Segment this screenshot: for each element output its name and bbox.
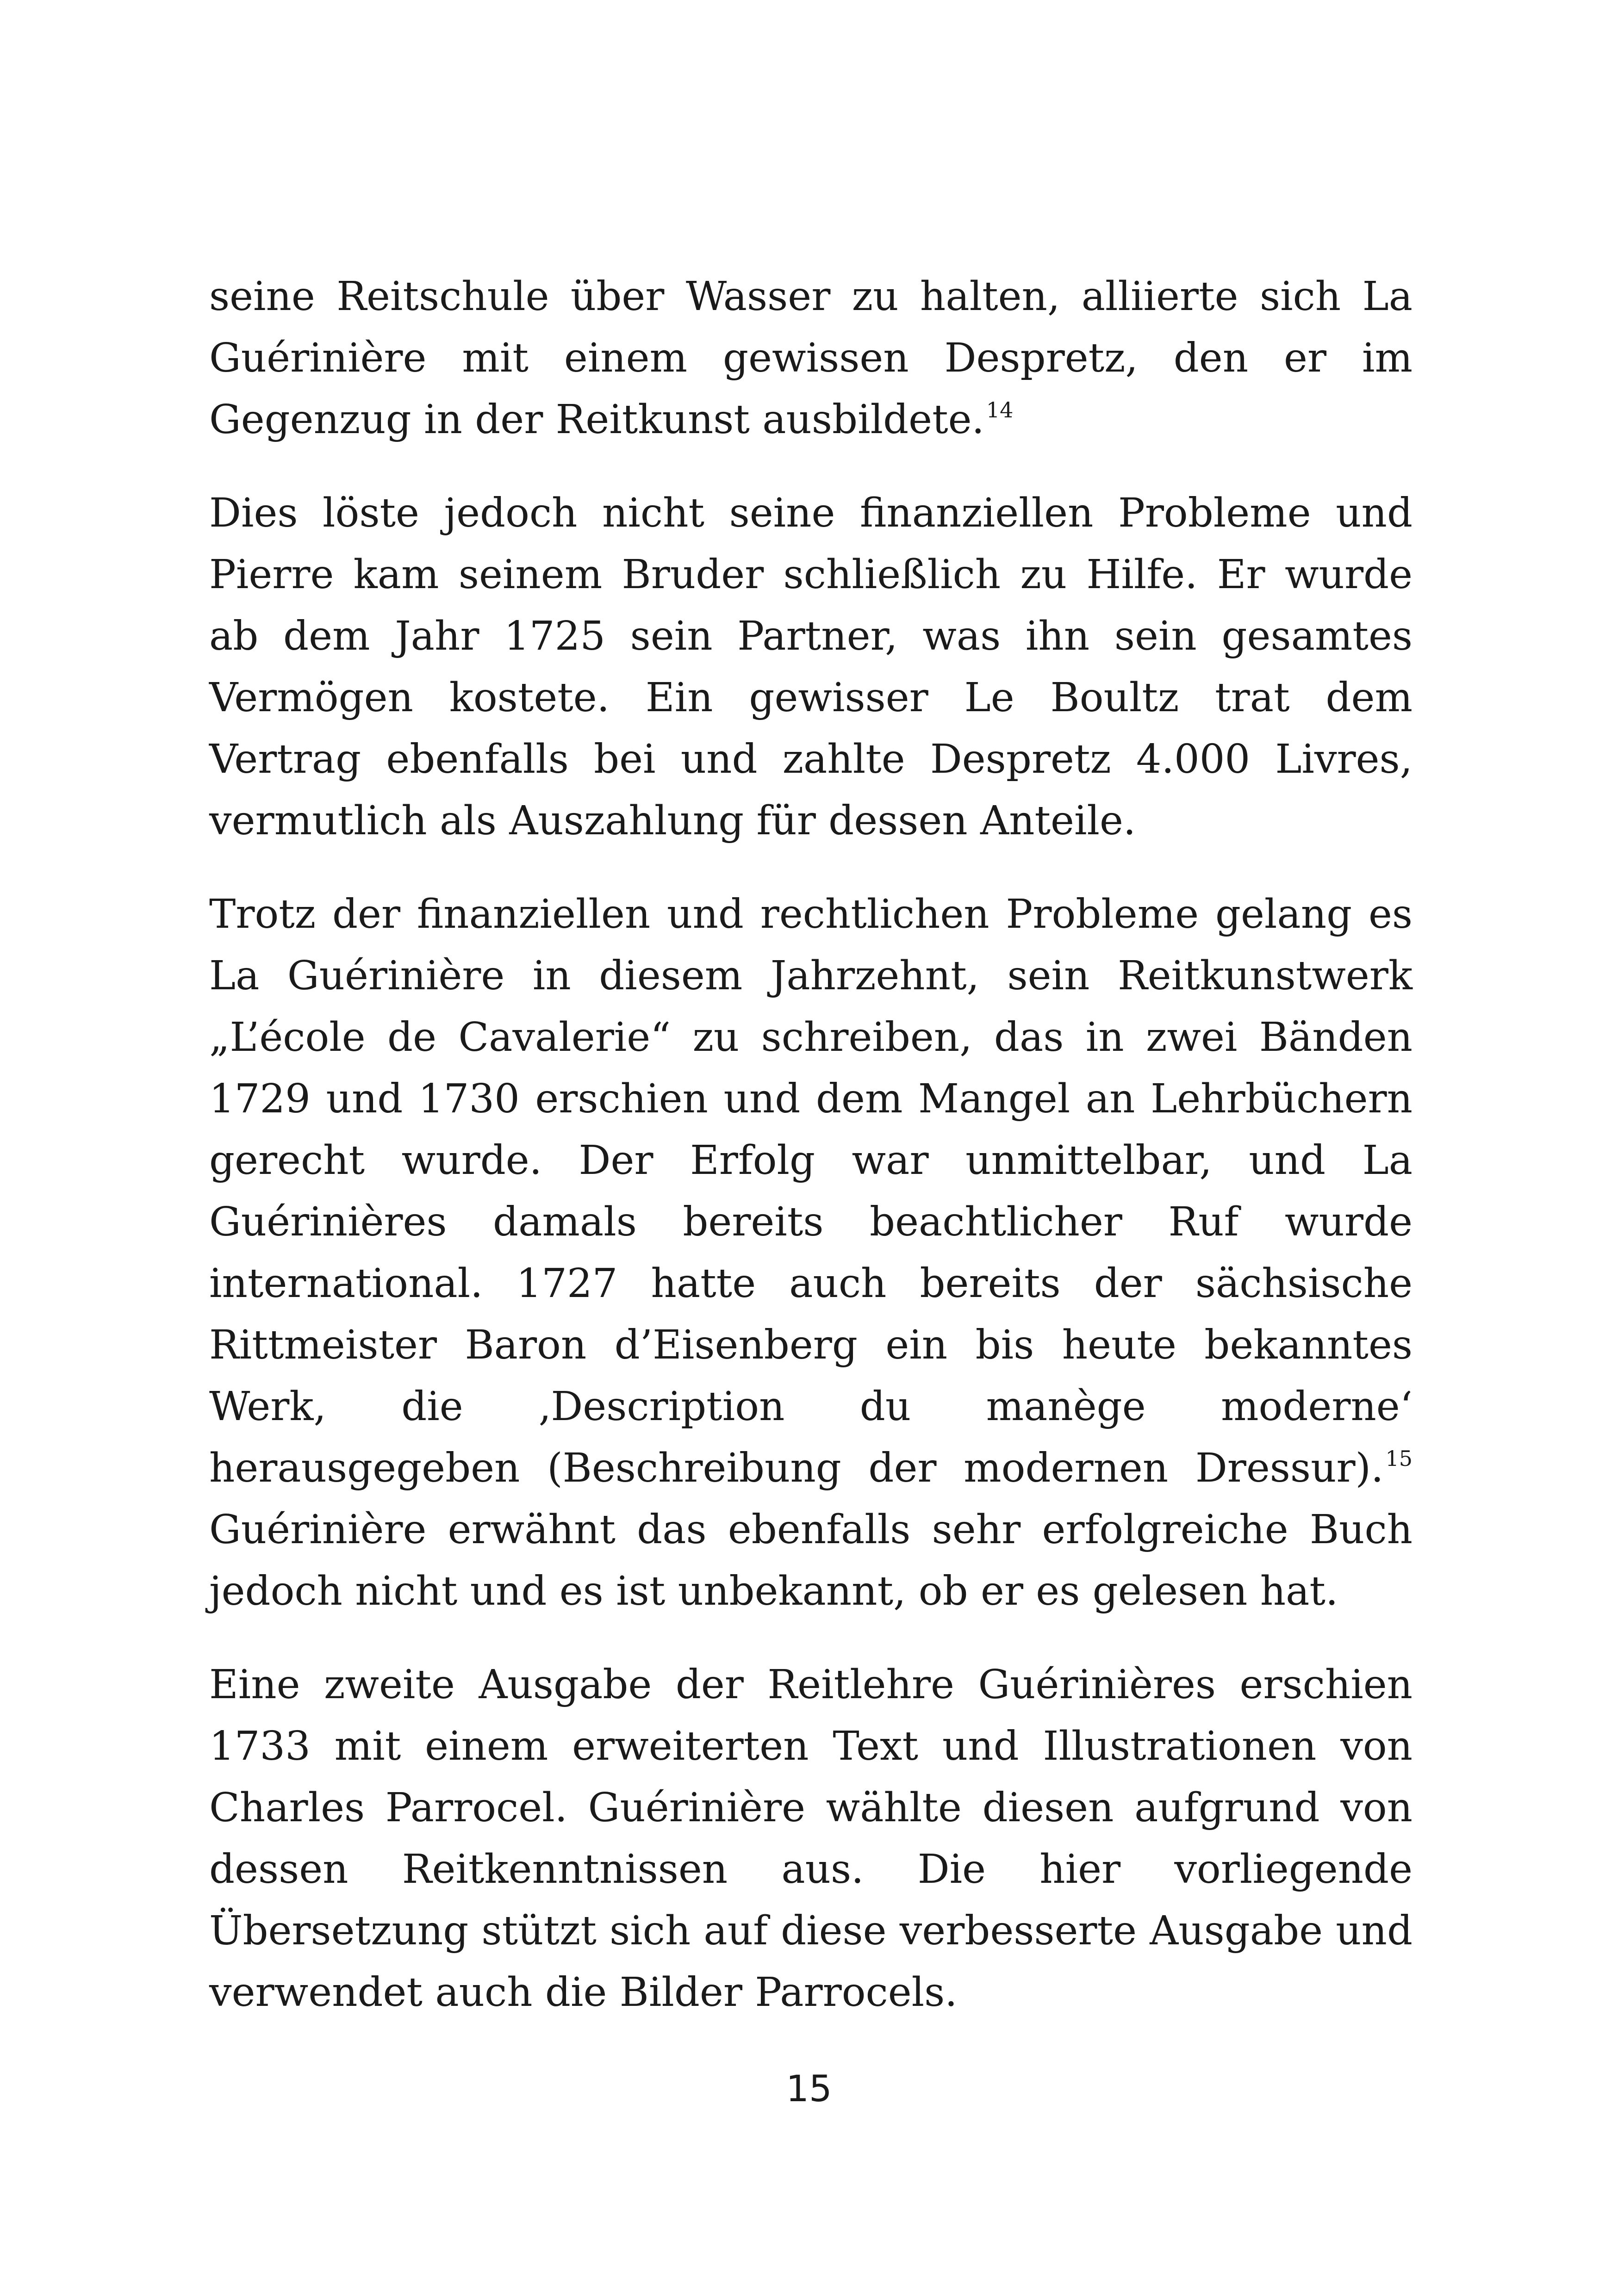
footnote-ref-14[interactable]: 14 bbox=[986, 397, 1014, 422]
footnote-ref-15[interactable]: 15 bbox=[1385, 1446, 1413, 1471]
paragraph-3 bbox=[209, 884, 1413, 1622]
page-number: 15 bbox=[786, 2068, 832, 2110]
paragraph-text: Trotz der finanziellen und rechtlichen Probleme gelang es La Guérinière in diesem Jahrzehnt, sein Reitkunstwerk „L’école de Cavalerie“ zu schreiben, das in zwei Bänden 1729 und 1730 erschien und dem Mangel an Lehrbüchern gerecht wurde. Der Erfolg war unmittelbar, und La Guérinières damals bereits beachtlicher Ruf wurde international. 1727 hatte auch bereits der sächsische Rittmeister Baron d’Eisenberg ein bis heute bekanntes Werk, die ‚Description du manège moderne‘ herausgegeben (Beschreibung der modernen Dressur). bbox=[209, 891, 1413, 1491]
paragraph-text: Dies löste jedoch nicht seine finanziellen Probleme und Pierre kam seinem Bruder schließlich zu Hilfe. Er wurde ab dem Jahr 1725 sein Partner, was ihn sein gesamtes Vermögen kostete. Ein gewisser Le Boultz trat dem Vertrag ebenfalls bei und zahlte Despretz 4.000 Livres, vermutlich als Auszahlung für dessen Anteile. bbox=[209, 490, 1413, 844]
body-text bbox=[209, 266, 1413, 2055]
paragraph-2 bbox=[209, 483, 1413, 852]
paragraph-4 bbox=[209, 1654, 1413, 2023]
paragraph-1 bbox=[209, 266, 1413, 451]
paragraph-text: seine Reitschule über Wasser zu halten, alliierte sich La Guérinière mit einem gewissen Despretz, den er im Gegenzug in der Reitkunst ausbildete. bbox=[209, 273, 1413, 443]
paragraph-text: Guérinière erwähnt das ebenfalls sehr erfolgreiche Buch jedoch nicht und es ist unbekannt, ob er es gelesen hat. bbox=[209, 1507, 1413, 1614]
paragraph-text: Eine zweite Ausgabe der Reitlehre Guérinières erschien 1733 mit einem erweiterten Text und Illustrationen von Charles Parrocel. Guérinière wählte diesen aufgrund von dessen Reitkenntnissen aus. Die hier vorliegende Übersetzung stützt sich auf diese verbesserte Ausgabe und verwendet auch die Bilder Parrocels. bbox=[209, 1662, 1413, 2016]
